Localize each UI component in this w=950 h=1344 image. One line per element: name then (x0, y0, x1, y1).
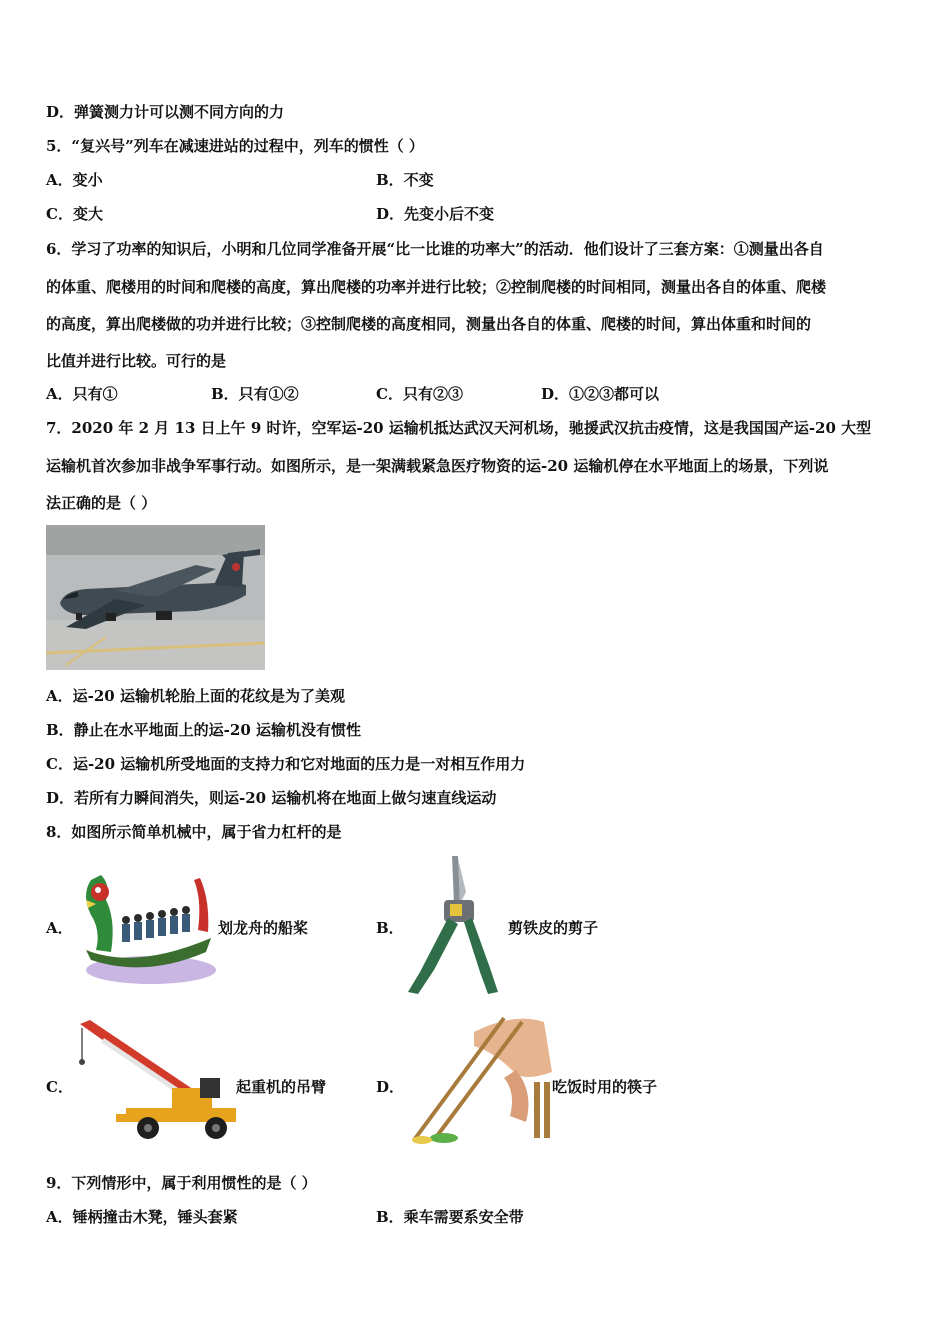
q9-option-b: B．乘车需要系安全带 (376, 1208, 524, 1226)
tin-snips-image (400, 852, 508, 994)
q7-option-b: B．静止在水平地面上的运-20 运输机没有惯性 (46, 721, 362, 739)
y20-aircraft-photo (46, 525, 265, 670)
q6-line-3: 的高度，算出爬楼做的功并进行比较；③控制爬楼的高度相同，测量出各自的体重、爬楼的时间，算出体重和时间的 (46, 315, 812, 333)
q6-line-4: 比值并进行比较。可行的是 (46, 352, 227, 370)
q6-option-a: A．只有① (46, 385, 118, 403)
q7-option-a: A．运-20 运输机轮胎上面的花纹是为了美观 (46, 687, 345, 705)
dragon-boat-image (76, 860, 216, 990)
q7-option-d: D．若所有力瞬间消失，则运-20 运输机将在地面上做匀速直线运动 (46, 789, 497, 807)
q7-line-3: 法正确的是（ ） (46, 494, 157, 512)
q8-option-d-letter: D． (376, 1078, 405, 1096)
q8-option-d-caption: 吃饭时用的筷子 (552, 1078, 658, 1096)
q7-option-c: C．运-20 运输机所受地面的支持力和它对地面的压力是一对相互作用力 (46, 755, 526, 773)
chopsticks-image (404, 1012, 552, 1144)
q6-line-1: 6．学习了功率的知识后，小明和几位同学准备开展“比一比谁的功率大”的活动．他们设计了三套方案：①测量出各自 (46, 240, 824, 258)
q5-option-a: A．变小 (46, 171, 103, 189)
q5-option-c: C．变大 (46, 205, 103, 223)
q8-stem: 8．如图所示简单机械中，属于省力杠杆的是 (46, 823, 342, 841)
q6-line-2: 的体重、爬楼用的时间和爬楼的高度，算出爬楼的功率并进行比较；②控制爬楼的时间相同，测量出各自的体重、爬楼 (46, 278, 827, 296)
q5-option-b: B．不变 (376, 171, 434, 189)
q9-option-a: A．锤柄撞击木凳，锤头套紧 (46, 1208, 238, 1226)
q7-line-2: 运输机首次参加非战争军事行动。如图所示，是一架满载紧急医疗物资的运-20 运输机停在水平地面上的场景，下列说 (46, 457, 829, 475)
q7-line-1: 7．2020 年 2 月 13 日上午 9 时许，空军运-20 运输机抵达武汉天河机场，驰援武汉抗击疫情，这是我国国产运-20 大型 (46, 419, 872, 437)
crane-image (76, 1016, 236, 1144)
q8-option-c-letter: C． (46, 1078, 73, 1096)
q8-option-a-letter: A． (46, 919, 73, 937)
q6-option-b: B．只有①② (211, 385, 299, 403)
q6-option-d: D．①②③都可以 (541, 385, 660, 403)
q4-option-d: D．弹簧测力计可以测不同方向的力 (46, 103, 285, 121)
q8-option-a-caption: 划龙舟的船桨 (218, 919, 309, 937)
q8-option-b-caption: 剪铁皮的剪子 (508, 919, 599, 937)
q5-option-d: D．先变小后不变 (376, 205, 495, 223)
q8-option-b-letter: B． (376, 919, 404, 937)
q5-stem: 5．“复兴号”列车在减速进站的过程中，列车的惯性（ ） (46, 137, 424, 155)
q8-option-c-caption: 起重机的吊臂 (236, 1078, 327, 1096)
q9-stem: 9．下列情形中，属于利用惯性的是（ ） (46, 1174, 317, 1192)
q6-option-c: C．只有②③ (376, 385, 463, 403)
